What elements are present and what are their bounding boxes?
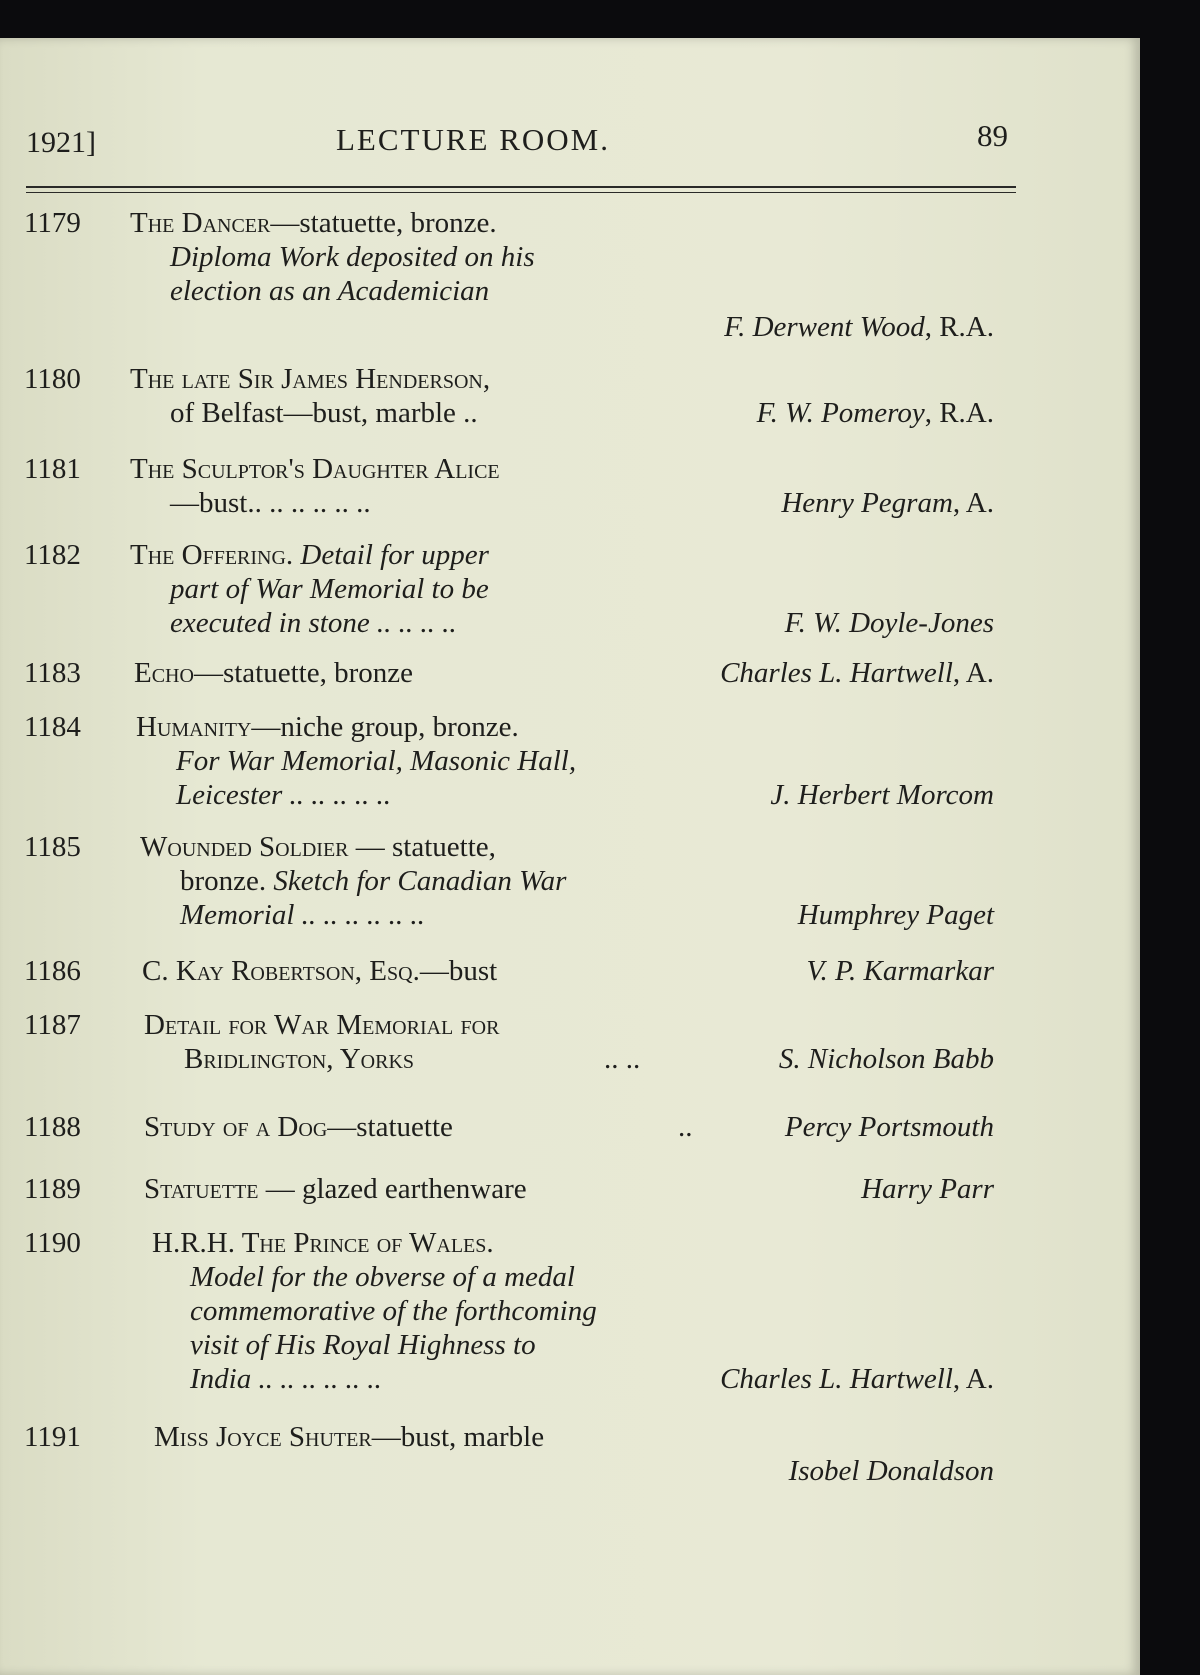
entry-description: — statuette, (348, 831, 496, 863)
entry-artist: S. Nicholson Babb (778, 1043, 994, 1075)
entry-note: Memorial .. .. .. .. .. .. (180, 899, 425, 931)
entry-note: Model for the obverse of a medal (190, 1261, 575, 1293)
entry-title: Echo (134, 657, 194, 689)
page-header (26, 118, 1008, 186)
entry-artist: V. P. Karmarkar (806, 955, 994, 987)
entry-title: The Sculptor's Daughter Alice (130, 453, 500, 485)
entry-title: Detail for War Memorial for (144, 1009, 500, 1041)
entry-description: —niche group, bronze. (251, 711, 519, 743)
header-year: 1921] (26, 126, 96, 159)
entry-note: Leicester .. .. .. .. .. (176, 779, 392, 811)
catalogue-entry (24, 954, 1014, 994)
entry-description: of Belfast—bust, marble .. (170, 397, 478, 429)
catalogue-entry (24, 362, 1014, 442)
entry-title: The late Sir James Henderson, (130, 363, 491, 395)
catalogue-entry (24, 1420, 1014, 1500)
entry-title: The Offering. (130, 539, 294, 571)
page-number: 89 (977, 118, 1008, 153)
catalogue-entry (24, 206, 1014, 346)
entry-title: Humanity (136, 711, 252, 743)
entry-note: election as an Academician (170, 275, 490, 307)
entry-artist: F. W. Pomeroy (756, 397, 925, 429)
entry-note: part of War Memorial to be (170, 573, 489, 605)
entry-artist: Percy Portsmouth (784, 1111, 994, 1143)
entry-artist: J. Herbert Morcom (770, 779, 994, 811)
artist-suffix: , A. (952, 657, 994, 689)
entry-note: For War Memorial, Masonic Hall, (176, 745, 577, 777)
entry-artist: Isobel Donaldson (788, 1455, 994, 1487)
catalogue-entry (24, 1172, 1014, 1212)
entry-number: 1189 (24, 1173, 81, 1205)
entry-artist: Humphrey Paget (797, 899, 994, 931)
entry-title: H.R.H. The Prince of Wales. (152, 1227, 494, 1259)
artist-suffix: , A. (952, 487, 994, 519)
book-page (0, 38, 1140, 1675)
header-rule (26, 186, 1016, 188)
entry-artist: F. Derwent Wood (724, 311, 925, 343)
entry-description: —bust, marble (371, 1421, 545, 1453)
leader-dots: .. .. (604, 1043, 641, 1075)
entry-artist: Henry Pegram (781, 487, 953, 519)
header-rule-thin (26, 192, 1016, 193)
entry-number: 1185 (24, 831, 81, 863)
entry-artist: Harry Parr (861, 1173, 994, 1205)
entry-title: Statuette (144, 1173, 259, 1205)
entry-number: 1188 (24, 1111, 81, 1143)
catalogue-entry (24, 1110, 1014, 1150)
entry-note: Diploma Work deposited on his (170, 241, 535, 273)
catalogue-entry (24, 1008, 1014, 1088)
entry-description: —statuette, bronze (193, 657, 413, 689)
entry-description: — glazed earthenware (258, 1173, 527, 1205)
entry-description: —statuette (327, 1111, 453, 1143)
entry-title: Study of a Dog (144, 1111, 328, 1143)
catalogue-entry (24, 656, 1014, 696)
entry-description: —bust (419, 955, 498, 987)
entry-title: Wounded Soldier (140, 831, 349, 863)
entry-note: commemorative of the forthcoming (190, 1295, 597, 1327)
entry-artist: F. W. Doyle-Jones (784, 607, 994, 639)
entry-number: 1179 (24, 207, 81, 239)
catalogue-entry (24, 452, 1014, 532)
artist-suffix: , R.A. (924, 397, 994, 429)
entry-number: 1180 (24, 363, 81, 395)
entry-note: India .. .. .. .. .. .. (190, 1363, 382, 1395)
leader-dots: .. (678, 1111, 693, 1143)
artist-suffix: , A. (952, 1363, 994, 1395)
catalogue-entry (24, 710, 1014, 820)
entry-number: 1191 (24, 1421, 81, 1453)
entry-number: 1187 (24, 1009, 81, 1041)
entry-description: Bridlington, Yorks (184, 1043, 415, 1075)
entry-description: —statuette, bronze. (270, 207, 497, 239)
entry-number: 1184 (24, 711, 81, 743)
header-title: LECTURE ROOM. (336, 122, 610, 157)
entry-artist: Charles L. Hartwell (720, 657, 953, 689)
entry-title: The Dancer (130, 207, 271, 239)
entry-note: Sketch for Canadian War (273, 865, 567, 897)
entry-number: 1181 (24, 453, 81, 485)
catalogue-entry (24, 538, 1014, 648)
entry-note: Detail for upper (300, 539, 489, 571)
entry-title: Miss Joyce Shuter (154, 1421, 372, 1453)
entry-number: 1182 (24, 539, 81, 571)
artist-suffix: , R.A. (924, 311, 994, 343)
entry-number: 1186 (24, 955, 81, 987)
entry-note: executed in stone .. .. .. .. (170, 607, 457, 639)
entry-title: C. Kay Robertson, Esq. (142, 955, 420, 987)
entry-number: 1190 (24, 1227, 81, 1259)
entry-number: 1183 (24, 657, 81, 689)
entry-artist: Charles L. Hartwell (720, 1363, 953, 1395)
entry-description: —bust.. .. .. .. .. .. (170, 487, 371, 519)
entry-note: visit of His Royal Highness to (190, 1329, 536, 1361)
entry-description: bronze. (180, 865, 267, 897)
catalogue-entry (24, 1226, 1014, 1406)
catalogue-entry (24, 830, 1014, 940)
